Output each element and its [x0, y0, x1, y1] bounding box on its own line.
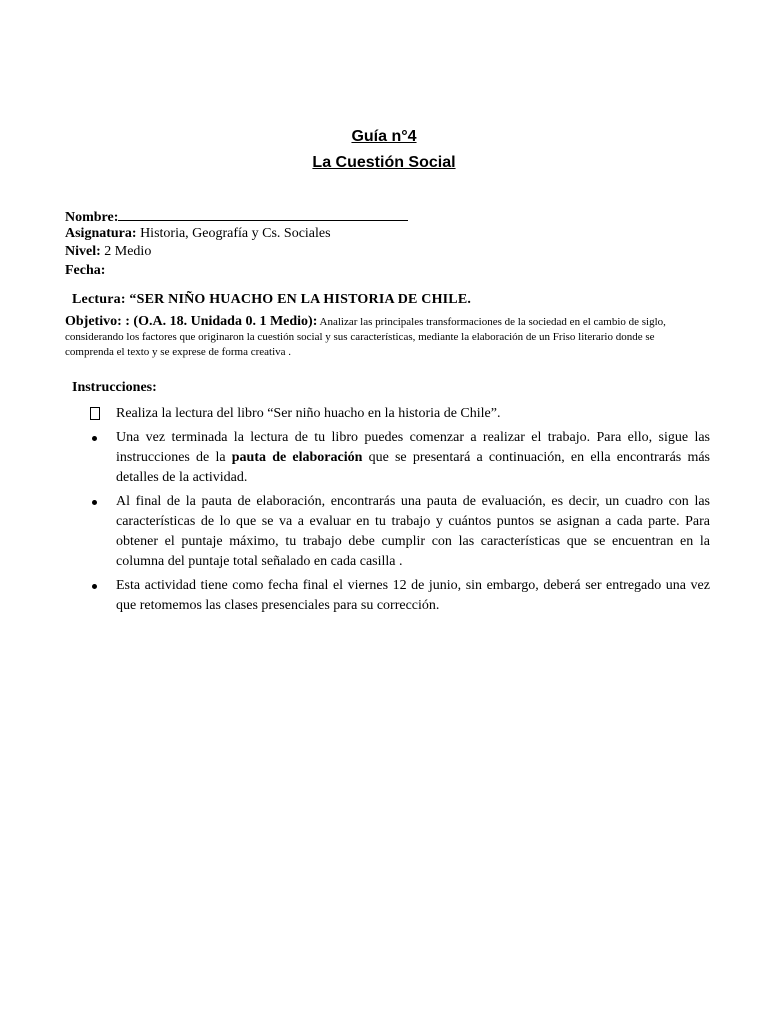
document-title: Guía n°4	[351, 128, 417, 145]
list-item-text-bold: pauta de elaboración	[231, 450, 363, 465]
list-item	[90, 492, 710, 572]
list-item-text: Al final de la pauta de elaboración, encontrarás una pauta de evaluación, es decir, un cuadro con las características de lo que se va a evaluar en tu trabajo y cuántos puntos se asignan a cada parte. Para obtener el puntaje máximo, tu trabajo debe cumplir con las características que se encuentran en la columna del puntaje total señalado en cada casilla .	[116, 494, 710, 569]
checkbox-icon	[90, 407, 100, 420]
instrucciones-title: Instrucciones:	[72, 380, 157, 395]
asignatura-label: Asignatura:	[65, 226, 137, 241]
nombre-label: Nombre:	[65, 210, 119, 225]
bullet-icon	[92, 436, 97, 441]
list-item-text: Esta actividad tiene como fecha final el viernes 12 de junio, sin embargo, deberá ser entregado una vez que retomemos las clases presenciales para su corrección.	[116, 578, 710, 613]
lectura-value: “SER NIÑO HUACHO EN LA HISTORIA DE CHILE.	[125, 292, 472, 307]
field-nivel	[65, 242, 151, 261]
instrucciones-list	[90, 404, 710, 620]
asignatura-value: Historia, Geografía y Cs. Sociales	[136, 226, 331, 241]
field-asignatura	[65, 224, 331, 243]
list-item-text: Realiza la lectura del libro “Ser niño huacho en la historia de Chile”.	[116, 406, 501, 421]
list-item-text-pre: Una vez terminada la lectura de tu libro puedes comenzar a realizar el trabajo. Para ello, sigue las instrucciones de la	[116, 430, 710, 465]
objetivo-text: Analizar las principales transformaciones de la sociedad en el cambio de siglo, considerando los factores que originaron la cuestión social y sus características, mediante la elaboración de un Friso literario donde se comprenda el texto y se exprese de forma creativa .	[65, 316, 666, 358]
lectura-line	[72, 292, 471, 308]
nombre-blank-line	[118, 206, 408, 221]
list-item	[90, 404, 710, 424]
nivel-value: 2 Medio	[100, 244, 152, 259]
field-fecha	[65, 261, 105, 280]
list-item-text-post: que se presentará a continuación, en ella encontrarás más detalles de la actividad.	[116, 450, 710, 485]
objetivo-label: Objetivo: : (O.A. 18. Unidada 0. 1 Medio):	[65, 314, 318, 329]
fecha-label: Fecha:	[65, 263, 106, 278]
bullet-icon	[92, 584, 97, 589]
list-item	[90, 576, 710, 616]
lectura-label: Lectura:	[72, 292, 126, 307]
document-subtitle: La Cuestión Social	[312, 154, 456, 171]
bullet-icon	[92, 500, 97, 505]
list-item	[90, 428, 710, 488]
nivel-label: Nivel:	[65, 244, 101, 259]
objetivo-paragraph	[65, 314, 705, 360]
